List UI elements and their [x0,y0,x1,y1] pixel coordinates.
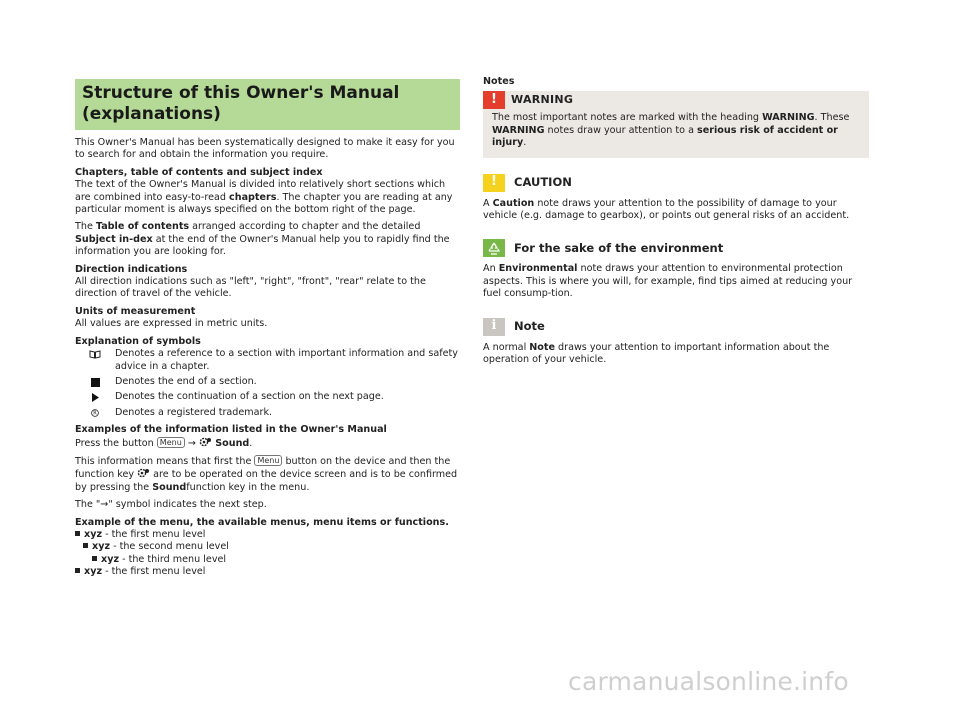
caution-section [483,174,869,223]
menu-level-item [75,541,460,553]
watermark-text: carmanualsonline.info [568,667,849,696]
warning-text-2: . These [814,112,850,124]
menu-item-bold: xyz [84,528,103,540]
info-bold: Sound [152,481,187,493]
examples-arrow: → [184,437,199,449]
menu-level-item [75,529,460,541]
warning-text-1: The most important notes are marked with the heading [492,112,763,124]
symbol-row-reference [75,348,460,373]
svg-text:R: R [93,410,97,417]
book-icon [75,348,115,359]
note-title: Note [514,319,545,334]
warning-bold-2: WARNING [492,124,545,136]
chapters-block [75,167,460,217]
chapters-bold: chapters [229,191,277,203]
arrow-right-icon [75,391,115,402]
toc-text-1: The [75,221,96,233]
caution-text-1: A [483,197,493,209]
examples-press: Press the button [75,437,157,449]
registered-icon [75,407,115,417]
menus-block [75,517,460,579]
environment-title: For the sake of the environment [514,241,724,256]
page-title-line1: Structure of this Owner's Manual [82,83,400,103]
next-step-text: The "→" symbol indicates the next step. [75,499,267,511]
info-text-4: function key in the menu. [186,481,310,493]
units-heading: Units of measurement [75,305,196,317]
warning-box [483,91,869,157]
chapters-text-2: . The chapter you are reading at any particular moment is always specified on the bottom right of the page. [75,191,453,216]
warning-text-3: notes draw your attention to a [544,124,698,136]
menu-key-inline: Menu [254,455,282,466]
note-bold: Note [529,341,555,353]
warning-icon: ! [483,91,505,109]
menu-item-bold: xyz [92,541,111,553]
menu-level-item [75,554,460,566]
caution-body [483,198,869,223]
symbol-row-end [75,376,460,388]
symbol-row-continuation [75,391,460,403]
toc-bold-1: Table of contents [95,221,190,233]
symbol-text-trademark: Denotes a registered trademark. [115,406,273,418]
caution-header [483,174,869,192]
chapters-heading: Chapters, table of contents and subject index [75,166,323,178]
menu-item-text: - the second menu level [110,541,229,553]
caution-text-2: note draws your attention to the possibility of damage to your vehicle (e.g. damage to gearbox), or points out general risks of an accident. [483,197,850,222]
intro-paragraph: This Owner's Manual has been systematically designed to make it easy for you to search for and obtain the information you require. [75,137,455,161]
warning-title: WARNING [511,93,574,107]
menu-item-bold: xyz [84,566,103,578]
examples-block [75,424,460,450]
units-text: All values are expressed in metric units. [75,318,268,330]
symbol-text-end: Denotes the end of a section. [115,375,257,387]
note-text-1: A normal [483,341,530,353]
menu-level-item [75,566,460,578]
environment-text-1: An [483,263,499,275]
warning-bold-1: WARNING [762,112,815,124]
page-title [82,83,453,125]
environment-header [483,239,869,257]
note-body [483,342,869,367]
info-icon: i [483,318,505,336]
direction-text: All direction indications such as "left", "right", "front", "rear" relate to the direction of travel of the vehicle. [75,276,426,300]
bullet-square-icon [75,531,80,536]
left-column [75,79,460,584]
menu-item-text: - the first menu level [102,528,206,540]
symbols-block [75,336,460,419]
bullet-square-icon [92,556,97,561]
page-title-line2: (explanations) [82,104,221,124]
menu-item-text: - the first menu level [102,566,206,578]
notes-title: Notes [483,76,515,87]
warning-body [483,112,865,149]
info-text-2: button on the device and then the function key [75,455,451,481]
units-block [75,306,460,331]
menu-item-text: - the third menu level [119,553,227,565]
environment-section [483,239,869,300]
info-text-3: are to be operated on the device screen and is to be confirmed by pressing the [75,469,458,493]
caution-bold: Caution [492,197,535,209]
toc-text-2: arranged according to chapter and the detailed [189,221,421,233]
section-title-banner [75,79,460,130]
settings-gear-icon-inline [137,468,150,478]
bullet-square-icon [75,568,80,573]
symbol-row-trademark [75,407,460,419]
settings-gear-icon [199,437,212,447]
environment-body [483,263,869,300]
examples-period: . [249,437,253,449]
toc-text-3: at the end of the Owner's Manual help you to rapidly find the information you are looking for. [75,233,450,258]
caution-title: CAUTION [514,175,572,190]
menu-item-bold: xyz [101,553,120,565]
caution-icon: ! [483,174,505,192]
environment-bold: Environmental [498,263,578,275]
menu-key: Menu [157,437,185,448]
environment-text-2: note draws your attention to environmental protection aspects. This is where you will, for example, find tips aimed at reducing your fuel consump-tion. [483,263,853,300]
warning-bold-3: serious risk of accident or injury [492,124,838,149]
toc-bold-2: Subject in-dex [75,233,153,245]
warning-header [483,91,865,109]
examples-info [75,455,460,494]
warning-text-4: . [523,137,527,149]
chapters-text-1: The text of the Owner's Manual is divided into relatively short sections which are combined into easy-to-read [75,179,446,203]
direction-block [75,264,460,301]
note-text-2: draws your attention to important information about the operation of your vehicle. [483,341,830,366]
direction-heading: Direction indications [75,263,188,275]
examples-sound: Sound [211,437,250,449]
right-column [483,76,869,383]
end-square-icon [75,376,115,387]
symbol-text-continuation: Denotes the continuation of a section on the next page. [115,391,384,403]
recycle-icon [483,239,505,257]
examples-heading: Examples of the information listed in the Owner's Manual [75,424,387,436]
symbol-text-reference: Denotes a reference to a section with important information and safety advice in a chapter. [115,348,458,372]
note-section [483,318,869,367]
toc-paragraph [75,221,460,258]
symbols-heading: Explanation of symbols [75,335,201,347]
menus-heading: Example of the menu, the available menus, menu items or functions. [75,516,449,528]
bullet-square-icon [83,543,88,548]
note-header [483,318,869,336]
info-text-1: This information means that first the [75,455,255,467]
